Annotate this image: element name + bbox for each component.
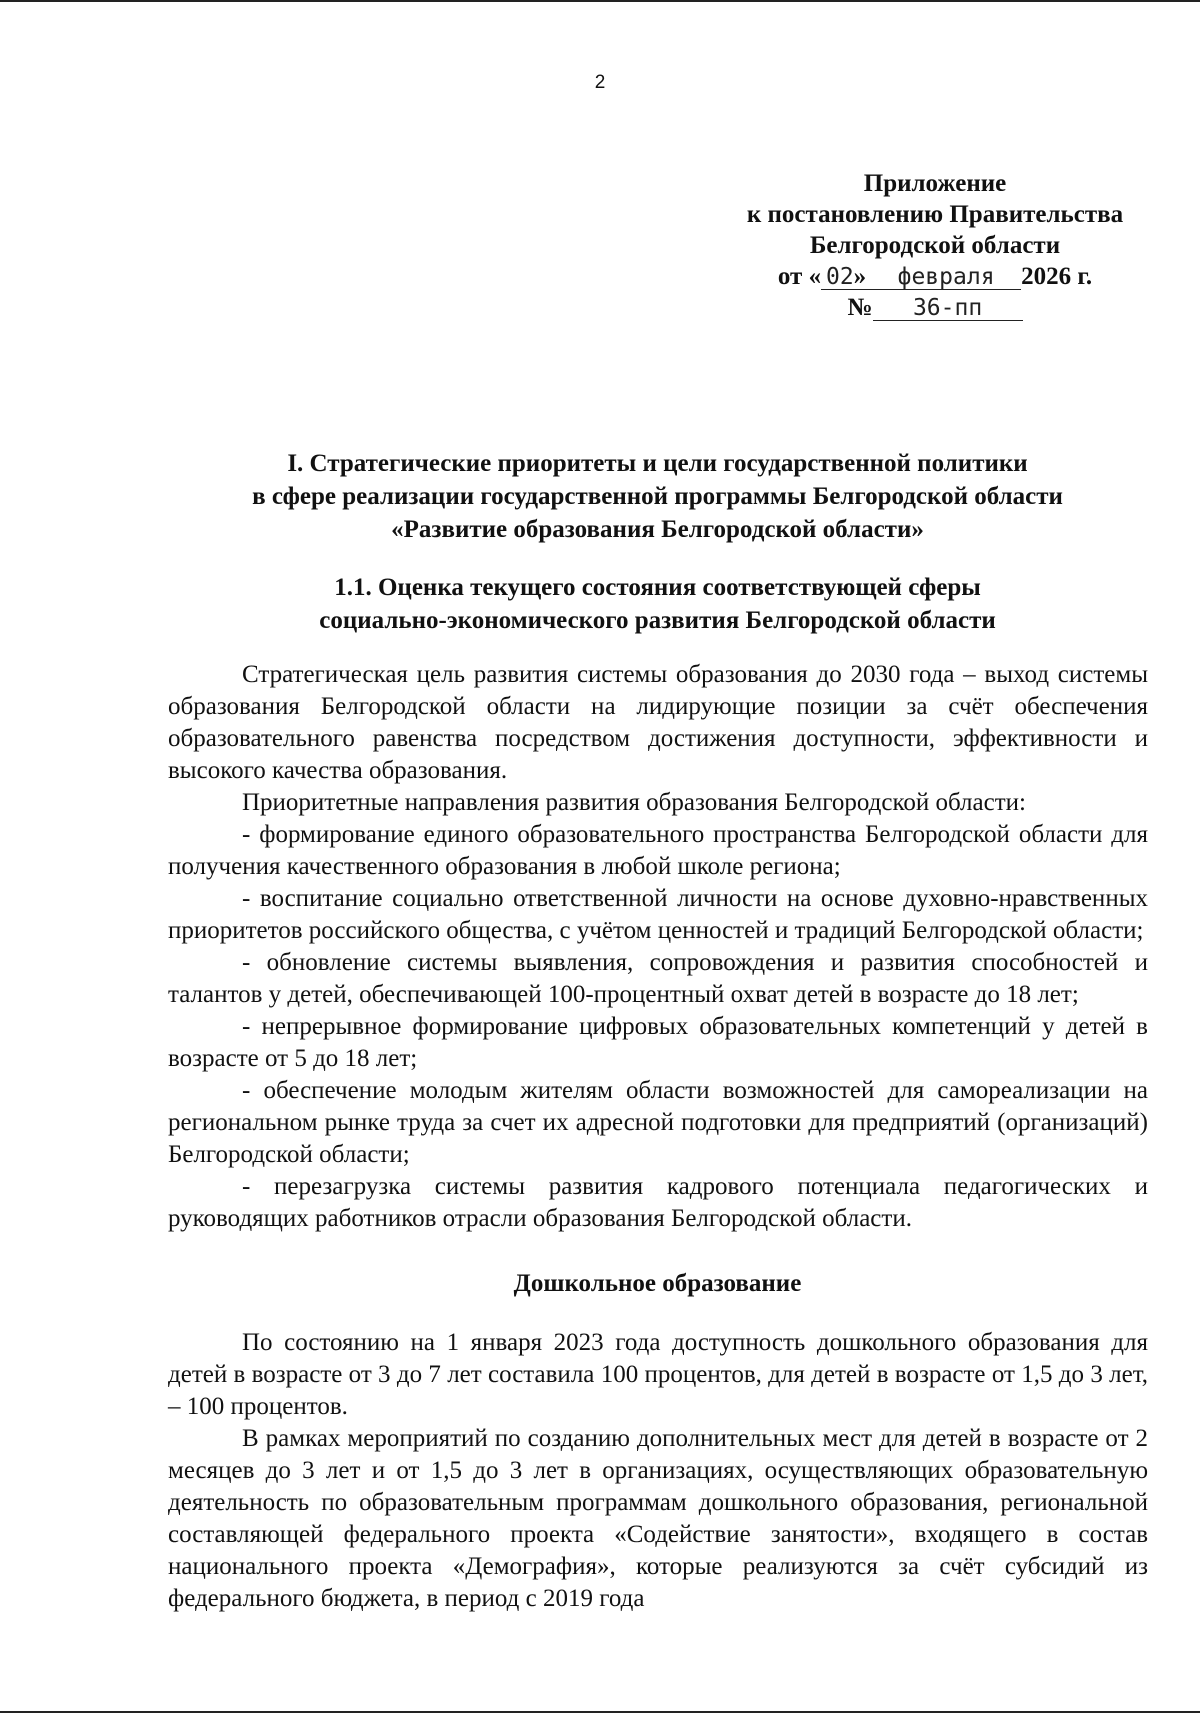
list-item: - обновление системы выявления, сопровождения и развития способностей и талантов у детей, обеспечивающей 100-процентный охват детей в возрасте до 18 лет; (168, 949, 1148, 1008)
paragraph: Стратегическая цель развития системы образования до 2030 года – выход системы образования Белгородской области на лидирующие позиции за счёт обеспечения образовательного равенства посредством достижения доступности, эффективности и высокого качества образования. (168, 661, 1148, 784)
list-item: - обеспечение молодым жителям области возможностей для самореализации на региональном рынке труда за счет их адресной подготовки для предприятий (организаций) Белгородской области; (168, 1077, 1148, 1168)
appendix-number (700, 292, 1170, 323)
section-heading (165, 447, 1150, 546)
subsection-heading-line: социально-экономического развития Белгородской области (319, 607, 996, 634)
section-heading-line: I. Стратегические приоритеты и цели государственной политики (287, 450, 1028, 477)
appendix-block (700, 168, 1170, 323)
list-item: - перезагрузка системы развития кадрового потенциала педагогических и руководящих работников отрасли образования Белгородской области. (168, 1173, 1148, 1232)
section-heading-line: в сфере реализации государственной программы Белгородской области (252, 483, 1063, 510)
paragraph: По состоянию на 1 января 2023 года доступность дошкольного образования для детей в возрасте от 3 до 7 лет составила 100 процентов, для детей в возрасте от 1,5 до 3 лет, – 100 процентов. (168, 1329, 1148, 1420)
number-label: № (847, 294, 873, 321)
appendix-title: Приложение (863, 170, 1007, 197)
appendix-date (700, 261, 1170, 292)
scan-border-top (0, 0, 1200, 2)
scan-border-bottom (0, 1711, 1200, 1713)
paragraph: Приоритетные направления развития образования Белгородской области: (242, 789, 1026, 816)
date-prefix: от « (777, 263, 822, 290)
preschool-text (168, 1327, 1148, 1615)
list-item: - непрерывное формирование цифровых образовательных компетенций у детей в возрасте от 5 до 18 лет; (168, 1013, 1148, 1072)
subsection-heading (165, 571, 1150, 637)
date-day: 02 (825, 264, 854, 290)
number-value: 36-пп (873, 296, 1023, 321)
page-number: 2 (594, 72, 606, 93)
appendix-region: Белгородской области (809, 232, 1061, 259)
appendix-resolution: к постановлению Правительства (746, 201, 1124, 228)
date-month: февраля (871, 265, 1021, 290)
section-heading-line: «Развитие образования Белгородской области» (391, 516, 924, 543)
strategy-text (168, 659, 1148, 1235)
date-quote-close: » (853, 263, 867, 290)
date-year: 2026 г. (1021, 263, 1093, 290)
subsection-heading-line: 1.1. Оценка текущего состояния соответствующей сферы (334, 574, 981, 601)
preschool-heading: Дошкольное образование (513, 1270, 802, 1297)
paragraph: В рамках мероприятий по созданию дополнительных мест для детей в возрасте от 2 месяцев до 3 лет и от 1,5 до 3 лет в организациях, осуществляющих образовательную деятельность по образовательным программам дошкольного образования, региональной составляющей федерального проекта «Содействие занятости», входящего в состав национального проекта «Демография», которые реализуются за счёт субсидий из федерального бюджета, в период с 2019 года (168, 1425, 1148, 1612)
list-item: - воспитание социально ответственной личности на основе духовно-нравственных приоритетов российского общества, с учётом ценностей и традиций Белгородской области; (168, 885, 1148, 944)
list-item: - формирование единого образовательного пространства Белгородской области для получения качественного образования в любой школе региона; (168, 821, 1148, 880)
